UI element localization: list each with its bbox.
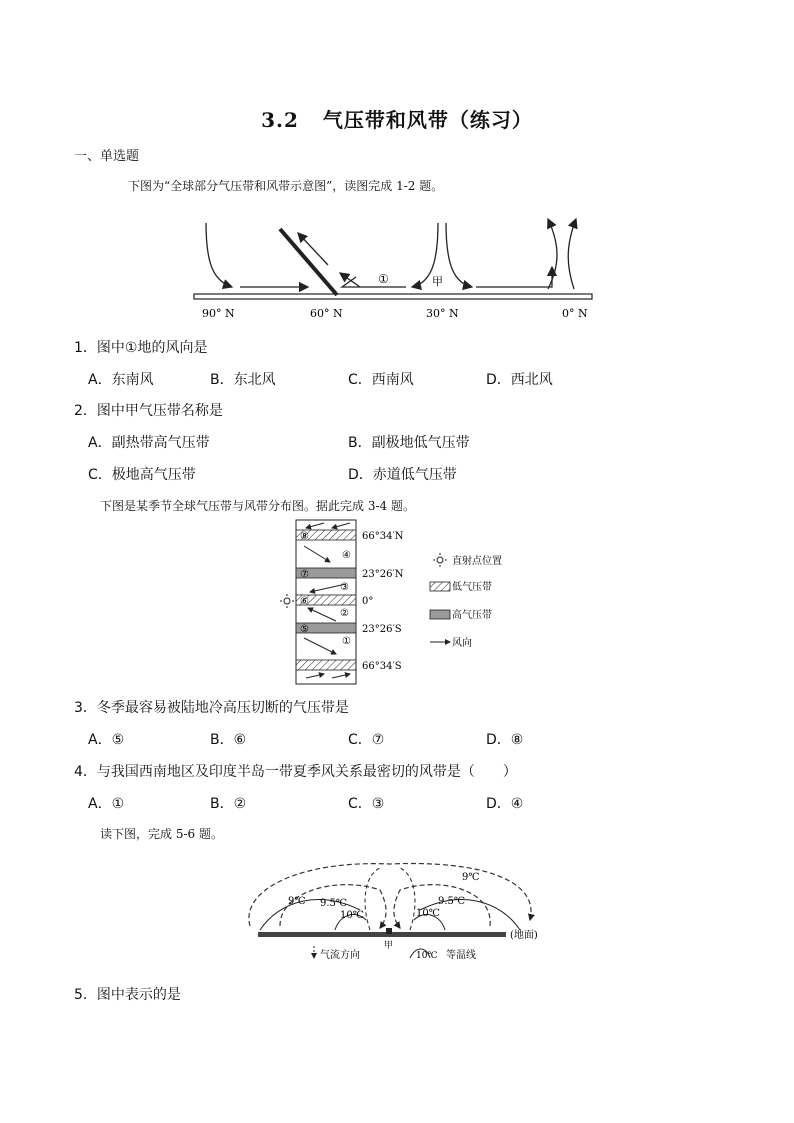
q4-option-d[interactable]: D．④: [486, 796, 524, 812]
fig3-ground-label: (地面): [510, 930, 538, 941]
equatorial-rising-right: [568, 219, 576, 289]
wind-mark-3: ③: [340, 582, 349, 593]
temp-label-4: 10℃: [416, 908, 440, 919]
q3-option-a[interactable]: A．⑤: [88, 732, 125, 748]
title-text: 气压带和风带（练习）: [322, 108, 533, 132]
legend-iso-temp: 10℃: [416, 951, 438, 961]
page-title: [0, 104, 794, 133]
q2-option-d[interactable]: D．赤道低气压带: [348, 467, 457, 483]
wind-mark-4: ④: [342, 550, 351, 561]
marker-circle-1: ①: [378, 272, 389, 286]
legend-wind: 风向: [452, 638, 472, 649]
legend-high: 高气压带: [452, 610, 492, 621]
q1-option-d[interactable]: D．西北风: [486, 372, 553, 388]
question-3-stem: 3．冬季最容易被陆地冷高压切断的气压带是: [74, 700, 349, 716]
q3-option-d[interactable]: D．⑧: [486, 732, 524, 748]
q3-option-b[interactable]: B．⑥: [210, 732, 247, 748]
temp-label-1: 9℃: [288, 896, 306, 907]
legend-subsolar: 直射点位置: [452, 556, 502, 567]
wind-mark-1: ①: [342, 636, 351, 647]
belt-mark-7: ⑦: [300, 569, 309, 580]
q2-option-a[interactable]: A．副热带高气压带: [88, 435, 210, 451]
sun-icon: [280, 594, 294, 608]
trade-wind-arrow: [476, 267, 552, 287]
marker-jia: 甲: [432, 275, 443, 288]
q1-option-b[interactable]: B．东北风: [210, 372, 276, 388]
legend-low: 低气压带: [452, 582, 492, 593]
legend-sun-icon: [433, 553, 447, 567]
q4-option-c[interactable]: C．③: [348, 796, 385, 812]
question-1-stem: 1．图中①地的风向是: [74, 340, 208, 356]
question-2-stem: 2．图中甲气压带名称是: [74, 403, 223, 419]
temp-label-6: 9℃: [462, 872, 480, 883]
lat-label-90n: 90° N: [202, 307, 235, 320]
temp-label-5: 9.5℃: [438, 896, 466, 907]
q1-option-a[interactable]: A．东南风: [88, 372, 154, 388]
outer-circulation: [249, 863, 531, 926]
title-number: 3.2: [261, 108, 299, 132]
question-4-stem: 4．与我国西南地区及印度半岛一带夏季风关系最密切的风带是（ ）: [74, 764, 517, 780]
polar-front-line: [280, 229, 337, 295]
intro-text-1: 下图为“全球部分气压带和风带示意图”，读图完成 1-2 题。: [128, 179, 444, 193]
figure-thermal-circulation: [240, 850, 560, 968]
wind-mark-2: ②: [340, 608, 349, 619]
belt-mark-8: ⑧: [300, 531, 309, 542]
q3-option-c[interactable]: C．⑦: [348, 732, 385, 748]
q1-option-c[interactable]: C．西南风: [348, 372, 414, 388]
belt-mark-6: ⑥: [300, 596, 309, 607]
q2-option-c[interactable]: C．极地高气压带: [88, 467, 196, 483]
subtropical-descending-right: [446, 223, 472, 287]
fig2-lat-66n: 66°34′N: [362, 531, 404, 542]
lat-label-60n: 60° N: [310, 307, 343, 320]
westerly-arrow: [342, 277, 406, 287]
ground-line: [194, 294, 592, 299]
q4-option-a[interactable]: A．①: [88, 796, 125, 812]
intro-text-2: 下图是某季节全球气压带与风带分布图。据此完成 3-4 题。: [100, 499, 415, 513]
fig3-jia: 甲: [384, 941, 394, 951]
q4-option-b[interactable]: B．②: [210, 796, 247, 812]
belt-low-south: [296, 660, 356, 670]
legend-iso: 等温线: [446, 950, 476, 961]
equatorial-rising-left: [548, 219, 557, 289]
temp-label-2: 9.5℃: [320, 898, 348, 909]
fig2-lat-23s: 23°26′S: [362, 624, 402, 635]
temp-label-3: 10℃: [340, 910, 364, 921]
fig2-lat-23n: 23°26′N: [362, 569, 404, 580]
fig2-lat-0: 0°: [362, 596, 374, 607]
section-heading: 一、单选题: [74, 149, 140, 164]
q2-option-b[interactable]: B．副极地低气压带: [348, 435, 470, 451]
ground-bar: [258, 932, 506, 937]
question-5-stem: 5．图中表示的是: [74, 987, 181, 1003]
fig2-lat-66s: 66°34′S: [362, 661, 402, 672]
rising-air-arrow: [298, 233, 328, 265]
point-jia-marker: [386, 928, 392, 934]
lat-label-30n: 30° N: [426, 307, 459, 320]
belt-mark-5: ⑤: [300, 624, 309, 635]
polar-descending-arrow: [206, 223, 232, 287]
legend-flow: 气流方向: [320, 950, 360, 961]
figure-seasonal-belts: [280, 518, 520, 688]
figure-pressure-wind-diagram: [180, 205, 610, 325]
intro-text-3: 读下图，完成 5-6 题。: [100, 827, 223, 841]
lat-label-0n: 0° N: [562, 307, 588, 320]
